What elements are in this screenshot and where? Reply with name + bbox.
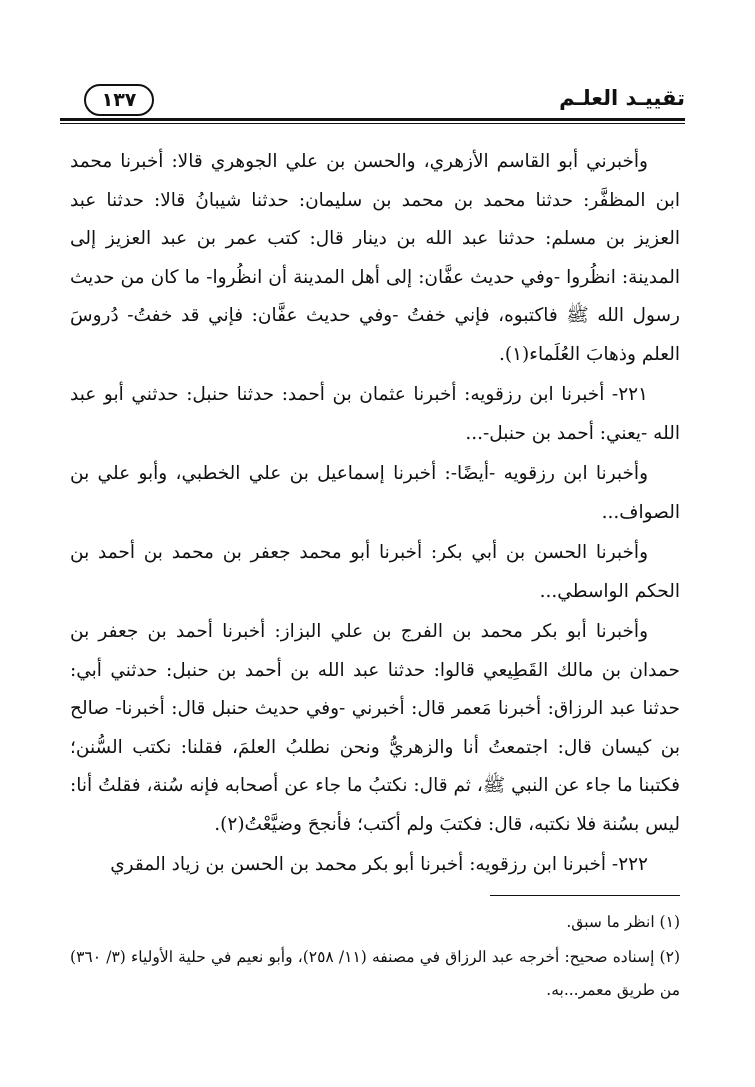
paragraph: ٢٢٢- أخبرنا ابن رزقويه: أخبرنا أبو بكر محمد بن الحسن بن زياد المقري (110, 854, 648, 875)
running-title: تقييـد العلـم (559, 86, 685, 110)
header-rule (60, 118, 685, 121)
paragraph: وأخبرنا الحسن بن أبي بكر: أخبرنا أبو محمد جعفر بن محمد بن أحمد بن الحكم الواسطي... (70, 542, 680, 602)
page-header (60, 78, 685, 120)
paragraph: وأخبرنا ابن رزقويه -أيضًا-: أخبرنا إسماعيل بن علي الخطبي، وأبو علي بن الصواف... (70, 463, 680, 523)
footnote: (١) انظر ما سبق. (566, 913, 680, 931)
paragraph: ٢٢١- أخبرنا ابن رزقويه: أخبرنا عثمان بن أحمد: حدثنا حنبل: حدثني أبو عبد الله -يعني: أحمد بن حنبل-... (70, 384, 680, 444)
footnote: (٢) إسناده صحيح: أخرجه عبد الرزاق في مصنفه (١١/ ٢٥٨)، وأبو نعيم في حلية الأولياء (٣/ ٣٦٠) من طريق معمر...به. (70, 948, 680, 999)
main-text (70, 143, 680, 887)
paragraph: وأخبرنا أبو بكر محمد بن الفرج بن علي البزاز: أخبرنا أحمد بن جعفر بن حمدان بن مالك القَطِيعي قالوا: حدثنا عبد الله بن أحمد بن حنبل: حدثني أبي: حدثنا عبد الرزاق: أخبرنا مَعمر قال: أخبرني -وفي حديث حنبل قال: أخبرنا- صالح بن كيسان قال: اجتمعتُ أنا والزهريُّ ونحن نطلبُ العلمَ، فقلنا: نكتب السُّنن؛ فكتبنا ما جاء عن النبي ﷺ، ثم قال: نكتبُ ما جاء عن أصحابه فإنه سُنة، فقلتُ أنا: ليس بسُنة فلا نكتبه، قال: فكتبَ ولم أكتب؛ فأنجحَ وضيَّعْتُ(٢). (70, 621, 680, 835)
header-rule-thin (60, 123, 685, 124)
footnote-separator (490, 895, 680, 896)
paragraph: وأخبرني أبو القاسم الأزهري، والحسن بن علي الجوهري قالا: أخبرنا محمد ابن المظفَّر: حدثنا محمد بن محمد بن سليمان: حدثنا شيبانُ قالا: حدثنا عبد العزيز بن مسلم: حدثنا عبد الله بن دينار قال: كتب عمر بن عبد العزيز إلى المدينة: انظُروا -وفي حديث عفَّان: إلى أهل المدينة أن انظُروا- ما كان من حديث رسول الله ﷺ فاكتبوه، فإني خفتُ -وفي حديث عفَّان: فإني قد خفتُ- دُروسَ العلم وذهابَ العُلَماء(١). (70, 151, 680, 365)
footnotes (70, 906, 680, 1009)
page-number-badge: ١٣٧ (84, 84, 154, 116)
